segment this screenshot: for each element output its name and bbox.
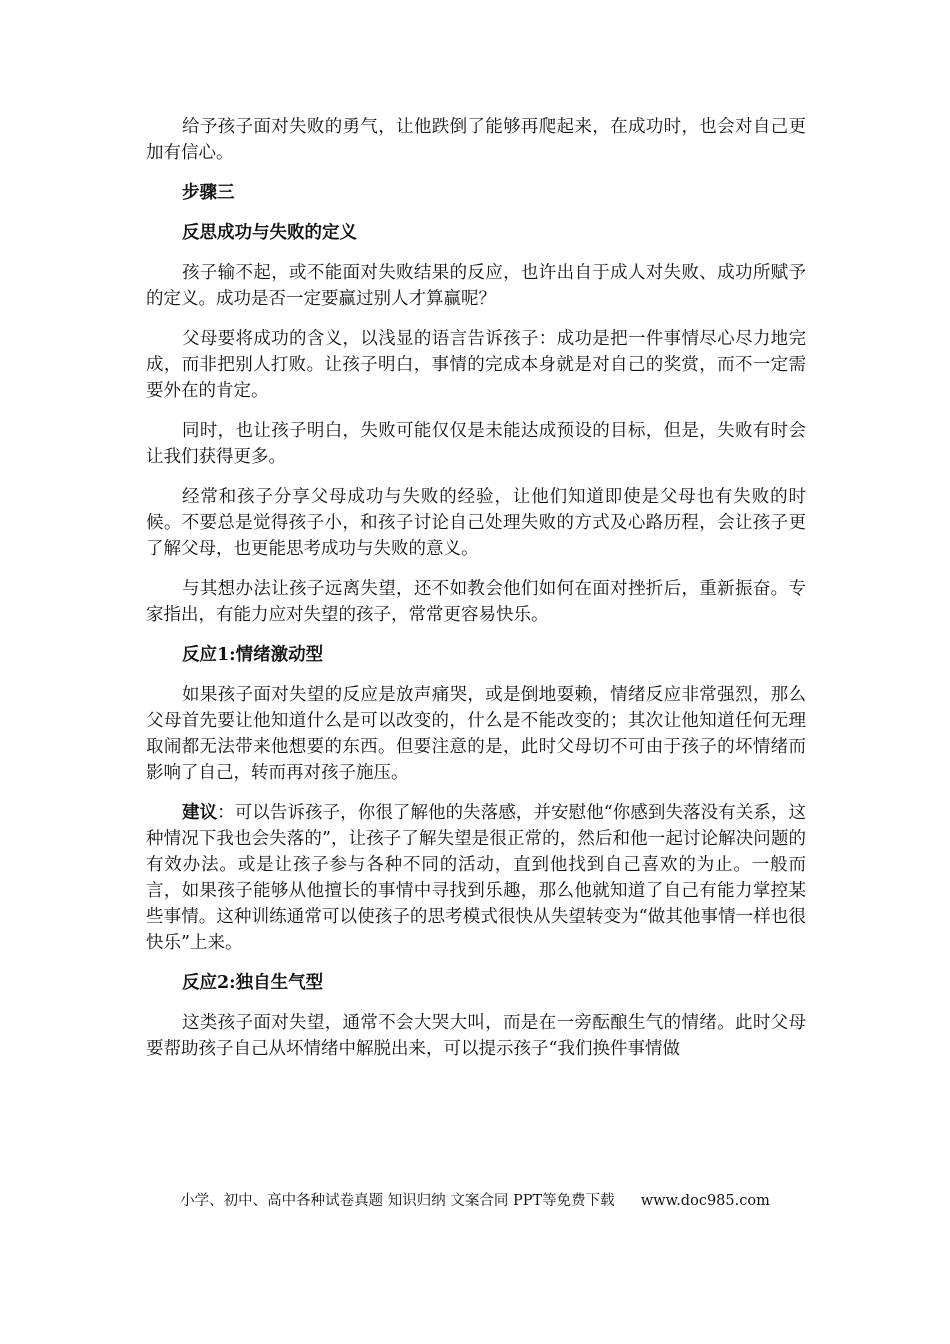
footer-url: www.doc985.com [640, 1193, 770, 1209]
paragraph-failure-meaning: 同时，也让孩子明白，失败可能仅仅是未能达成预设的目标，但是，失败有时会让我们获得更多。 [146, 421, 806, 467]
suggestion-colon: ： [217, 803, 235, 823]
paragraph-reaction-two: 这类孩子面对失望，通常不会大哭大叫，而是在一旁酝酿生气的情绪。此时父母要帮助孩子自己从坏情绪中解脱出来，可以提示孩子“我们换件事情做 [146, 1013, 806, 1059]
paragraph-cope-disappointment: 与其想办法让孩子远离失望，还不如教会他们如何在面对挫折后，重新振奋。专家指出，有能力应对失望的孩子，常常更容易快乐。 [146, 579, 806, 625]
paragraph-success-meaning: 父母要将成功的含义，以浅显的语言告诉孩子：成功是把一件事情尽心尽力地完成，而非把别人打败。让孩子明白，事情的完成本身就是对自己的奖赏，而不一定需要外在的肯定。 [146, 329, 806, 401]
page-footer [0, 1190, 950, 1212]
suggestion-text: 可以告诉孩子，你很了解他的失落感，并安慰他“你感到失落没有关系，这种情况下我也会失落的”，让孩子了解失望是很正常的，然后和他一起讨论解决问题的有效办法。或是让孩子参与各种不同的活动，直到他找到自己喜欢的为止。一般而言，如果孩子能够从他擅长的事情中寻找到乐趣，那么他就知道了自己有能力掌控某些事情。这种训练通常可以使孩子的思考模式很快从失望转变为“做其他事情一样也很快乐”上来。 [146, 803, 807, 953]
heading-step-three: 步骤三 [182, 183, 235, 203]
paragraph-courage: 给予孩子面对失败的勇气，让他跌倒了能够再爬起来，在成功时，也会对自己更加有信心。 [146, 117, 806, 163]
heading-reflect-definition: 反思成功与失败的定义 [182, 223, 357, 243]
paragraph-share-experience: 经常和孩子分享父母成功与失败的经验，让他们知道即使是父母也有失败的时候。不要总是觉得孩子小，和孩子讨论自己处理失败的方式及心路历程，会让孩子更了解父母，也更能思考成功与失败的意义。 [146, 487, 806, 559]
document-body [146, 114, 806, 1076]
paragraph-suggestion [146, 800, 806, 956]
suggestion-label: 建议 [182, 803, 218, 823]
heading-reaction-two: 反应2:独自生气型 [182, 973, 324, 993]
paragraph-reaction-one: 如果孩子面对失望的反应是放声痛哭，或是倒地耍赖，情绪反应非常强烈，那么父母首先要让他知道什么是可以改变的，什么是不能改变的；其次让他知道任何无理取闹都无法带来他想要的东西。但要注意的是，此时父母切不可由于孩子的坏情绪而影响了自己，转而再对孩子施压。 [146, 685, 806, 783]
paragraph-definition: 孩子输不起，或不能面对失败结果的反应，也许出自于成人对失败、成功所赋予的定义。成功是否一定要赢过别人才算赢呢？ [146, 263, 806, 309]
footer-text: 小学、初中、高中各种试卷真题 知识归纳 文案合同 PPT等免费下载 [180, 1193, 615, 1209]
heading-reaction-one: 反应1:情绪激动型 [182, 645, 324, 665]
